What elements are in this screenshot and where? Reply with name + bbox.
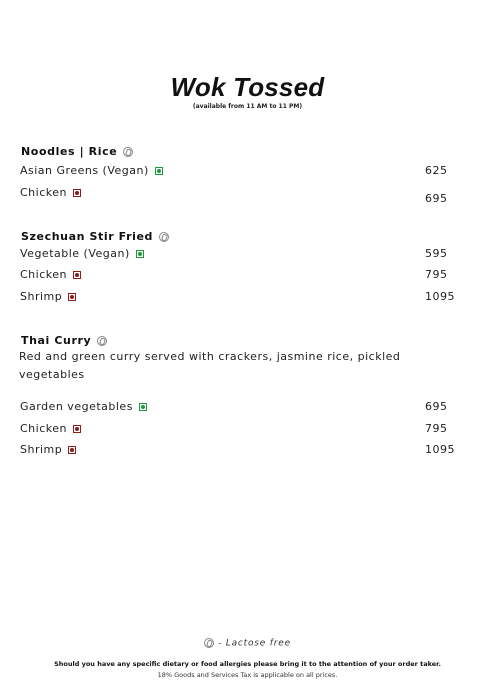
section-heading-szechuan	[21, 230, 169, 243]
section-heading-label: Szechuan Stir Fried	[21, 230, 153, 243]
veg-icon	[139, 403, 147, 411]
menu-item-name: Shrimp	[20, 290, 63, 303]
menu-item-price: 795	[425, 422, 448, 435]
lactose-free-icon	[204, 638, 214, 648]
menu-item-price: 795	[425, 268, 448, 281]
menu-item	[20, 290, 76, 303]
menu-item	[20, 247, 144, 260]
lactose-free-legend	[0, 638, 495, 649]
menu-item-name: Chicken	[20, 186, 67, 199]
tax-note: 18% Goods and Services Tax is applicable on all prices.	[157, 671, 338, 679]
menu-item-name: Chicken	[20, 268, 67, 281]
menu-item-price: 695	[425, 400, 448, 413]
lactose-free-icon	[97, 336, 107, 346]
menu-item-name: Asian Greens (Vegan)	[20, 164, 149, 177]
menu-item	[20, 400, 147, 413]
non-veg-icon	[68, 293, 76, 301]
allergy-note: Should you have any specific dietary or food allergies please bring it to the attention of your order taker.	[54, 660, 441, 668]
lactose-free-icon	[159, 232, 169, 242]
menu-item-price: 1095	[425, 443, 455, 456]
menu-item-price: 695	[425, 192, 448, 205]
lactose-free-icon	[123, 147, 133, 157]
non-veg-icon	[73, 189, 81, 197]
menu-item-price: 595	[425, 247, 448, 260]
section-heading-thai-curry	[21, 334, 107, 347]
non-veg-icon	[73, 271, 81, 279]
menu-title: Wok Tossed	[170, 72, 325, 102]
section-description: Red and green curry served with crackers, jasmine rice, pickled vegetables	[19, 350, 401, 381]
menu-item-price: 1095	[425, 290, 455, 303]
menu-item	[20, 268, 81, 281]
menu-item-name: Vegetable (Vegan)	[20, 247, 130, 260]
non-veg-icon	[73, 425, 81, 433]
availability-note: (available from 11 AM to 11 PM)	[192, 103, 303, 110]
legend-label: - Lactose free	[218, 638, 291, 649]
menu-item	[20, 422, 81, 435]
section-heading-noodles-rice	[21, 145, 133, 158]
veg-icon	[136, 250, 144, 258]
menu-item	[20, 443, 76, 456]
menu-item-name: Shrimp	[20, 443, 63, 456]
non-veg-icon	[68, 446, 76, 454]
menu-item-name: Chicken	[20, 422, 67, 435]
veg-icon	[155, 167, 163, 175]
menu-item-price: 625	[425, 164, 448, 177]
menu-item	[20, 164, 163, 177]
menu-item-name: Garden vegetables	[20, 400, 133, 413]
menu-item	[20, 186, 81, 199]
section-heading-label: Noodles | Rice	[21, 145, 118, 158]
section-heading-label: Thai Curry	[21, 334, 92, 347]
